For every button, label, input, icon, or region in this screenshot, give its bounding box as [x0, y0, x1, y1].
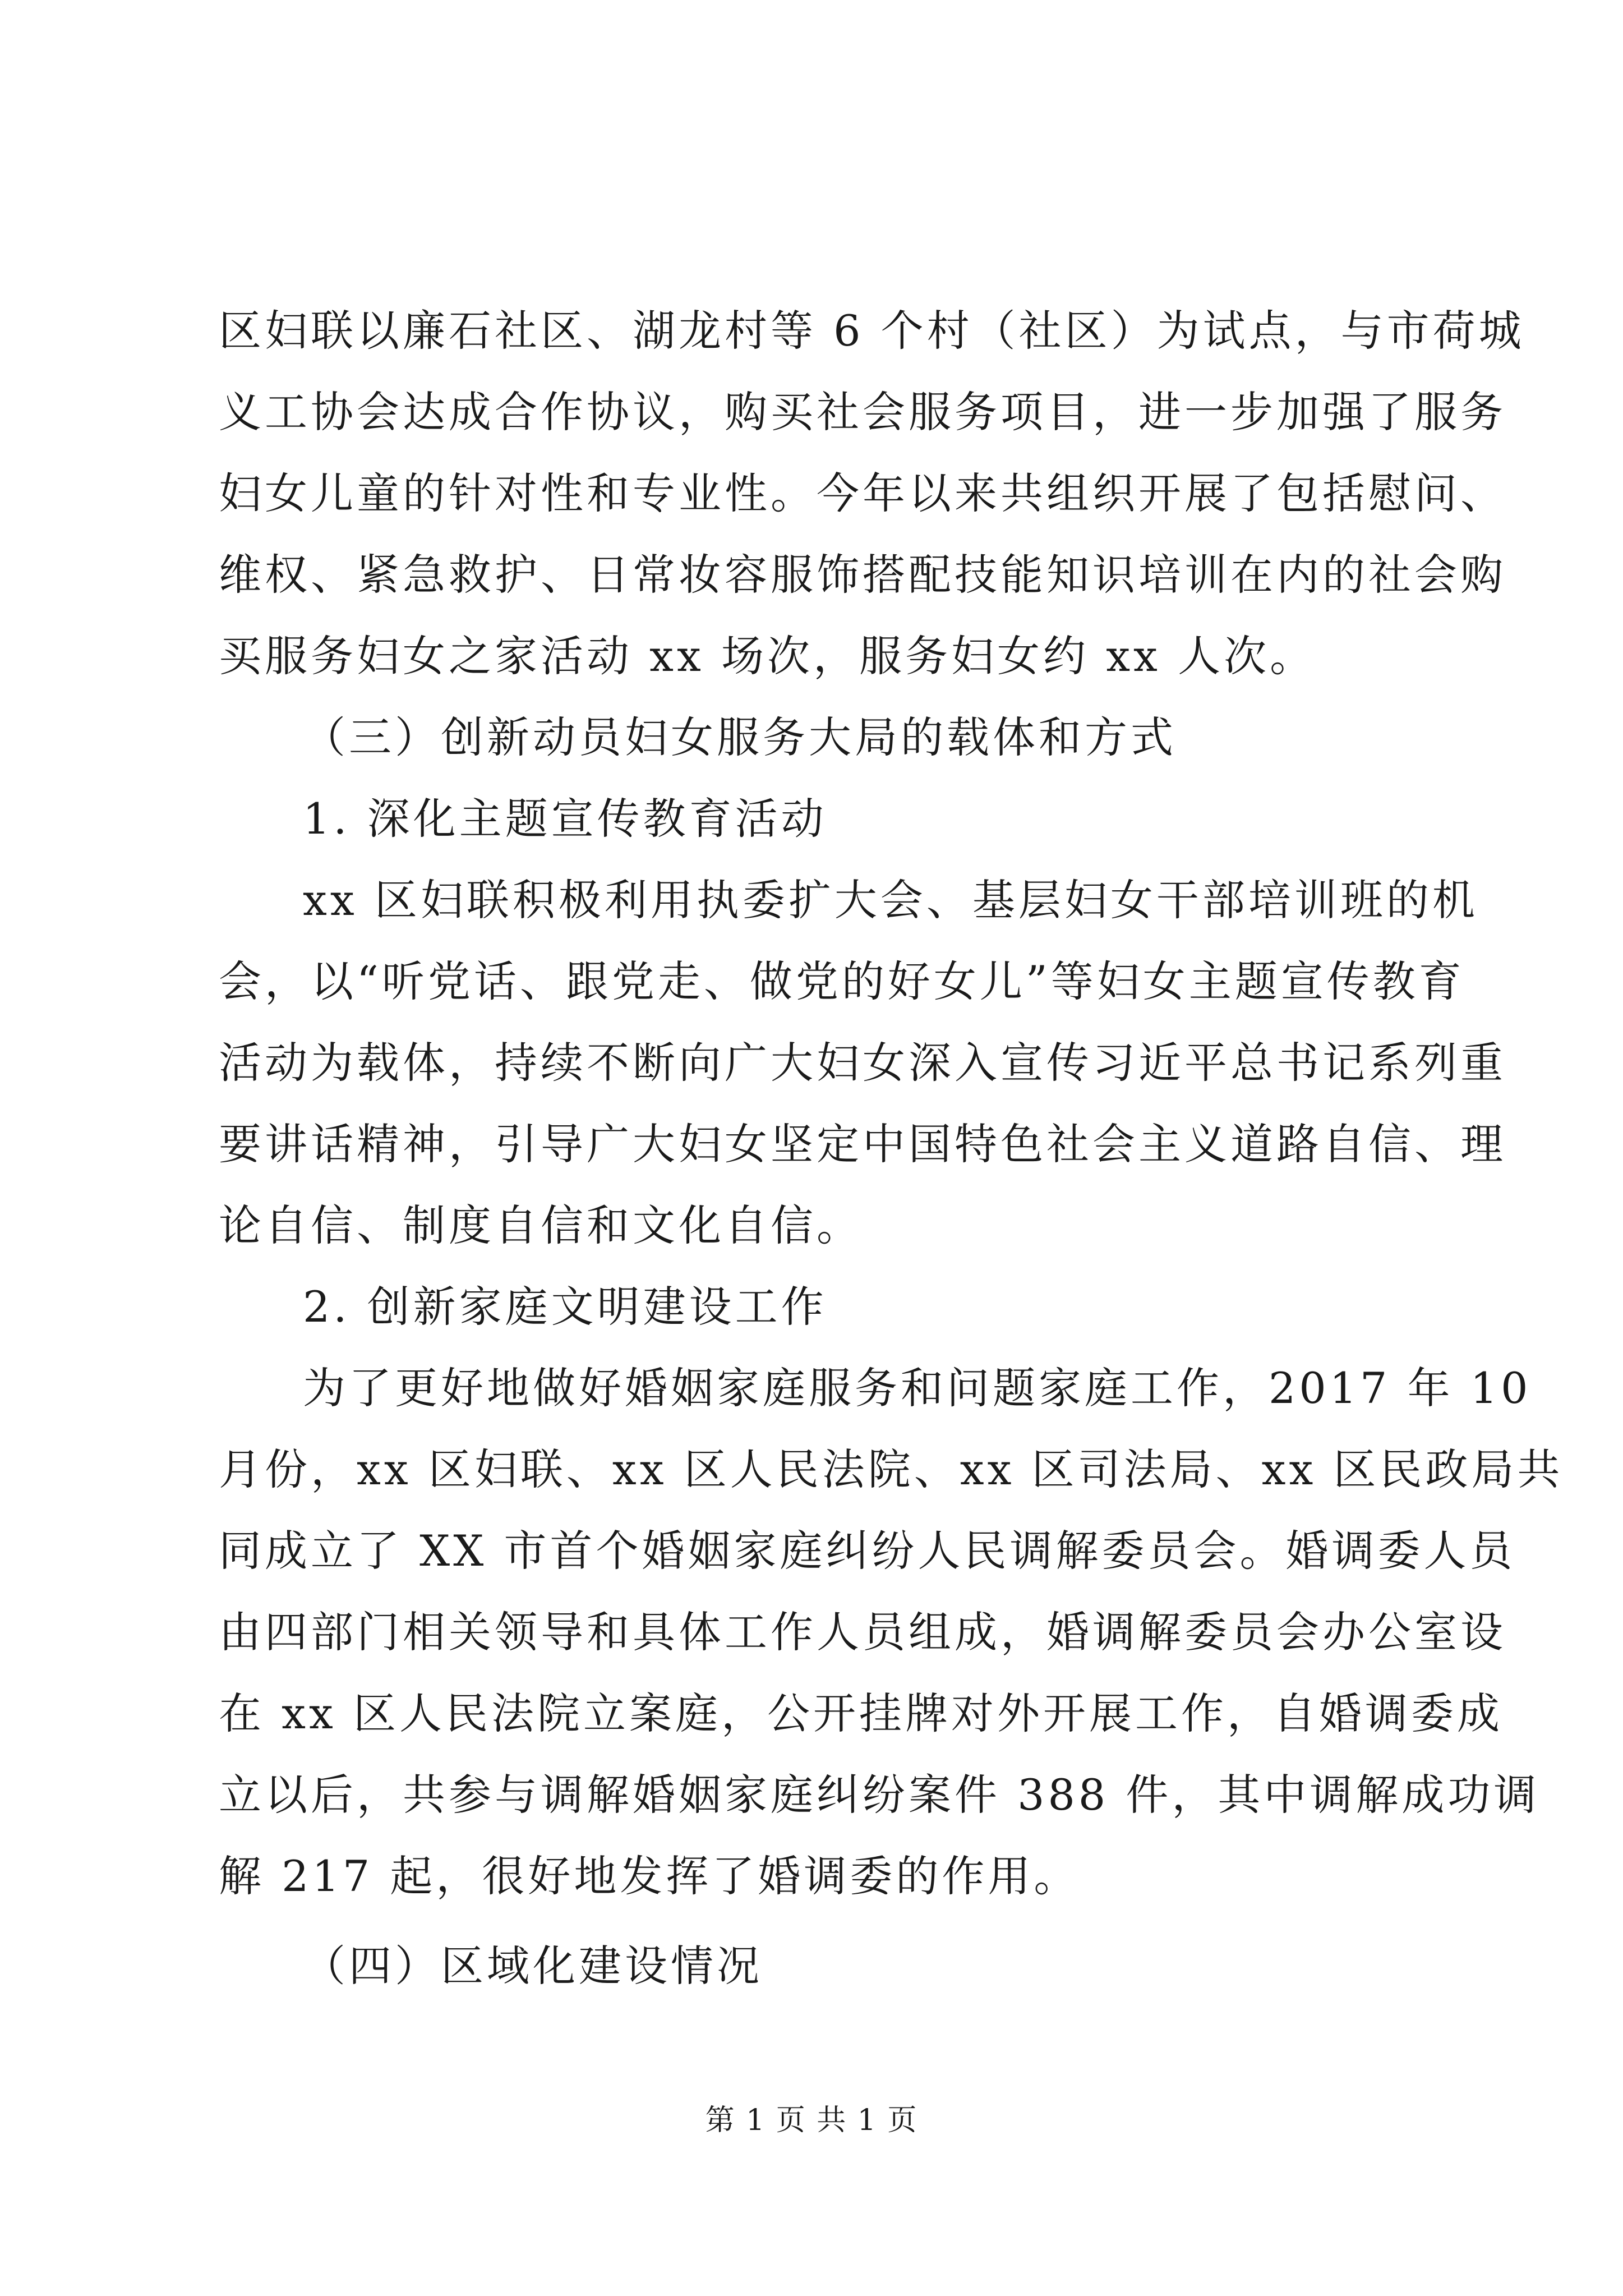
- paragraph-line: 月份，xx 区妇联、xx 区人民法院、xx 区司法局、xx 区民政局共: [219, 1444, 1564, 1494]
- section-heading: （四）区域化建设情况: [303, 1941, 763, 1991]
- paragraph-line: 义工协会达成合作协议，购买社会服务项目，进一步加强了服务: [219, 387, 1506, 437]
- paragraph-line: 买服务妇女之家活动 xx 场次，服务妇女约 xx 人次。: [219, 631, 1316, 681]
- paragraph-line: xx 区妇联积极利用执委扩大会、基层妇女干部培训班的机: [303, 875, 1478, 925]
- paragraph-line: 区妇联以廉石社区、湖龙村等 6 个村（社区）为试点，与市荷城: [219, 306, 1525, 356]
- paragraph-line: 要讲话精神，引导广大妇女坚定中国特色社会主义道路自信、理: [219, 1119, 1506, 1169]
- paragraph-line: 活动为载体，持续不断向广大妇女深入宣传习近平总书记系列重: [219, 1038, 1506, 1088]
- subsection-heading: 2. 创新家庭文明建设工作: [303, 1282, 827, 1332]
- subsection-heading: 1. 深化主题宣传教育活动: [303, 794, 827, 844]
- paragraph-line: 立以后，共参与调解婚姻家庭纠纷案件 388 件，其中调解成功调: [219, 1770, 1540, 1820]
- paragraph-line: 为了更好地做好婚姻家庭服务和问题家庭工作，2017 年 10: [303, 1363, 1532, 1413]
- paragraph-line: 妇女儿童的针对性和专业性。今年以来共组织开展了包括慰问、: [219, 468, 1506, 518]
- paragraph-line: 由四部门相关领导和具体工作人员组成，婚调解委员会办公室设: [219, 1607, 1506, 1657]
- paragraph-line: 论自信、制度自信和文化自信。: [219, 1200, 863, 1250]
- page-footer: 第 1 页 共 1 页: [705, 2104, 918, 2137]
- paragraph-line: 解 217 起，很好地发挥了婚调委的作用。: [219, 1851, 1080, 1901]
- paragraph-line: 同成立了 XX 市首个婚姻家庭纠纷人民调解委员会。婚调委人员: [219, 1526, 1516, 1576]
- paragraph-line: 维权、紧急救护、日常妆容服饰搭配技能知识培训在内的社会购: [219, 550, 1506, 600]
- paragraph-line: 在 xx 区人民法院立案庭，公开挂牌对外开展工作，自婚调委成: [219, 1688, 1504, 1738]
- section-heading: （三）创新动员妇女服务大局的载体和方式: [303, 712, 1177, 762]
- paragraph-line: 会，以“听党话、跟党走、做党的好女儿”等妇女主题宣传教育: [219, 956, 1465, 1006]
